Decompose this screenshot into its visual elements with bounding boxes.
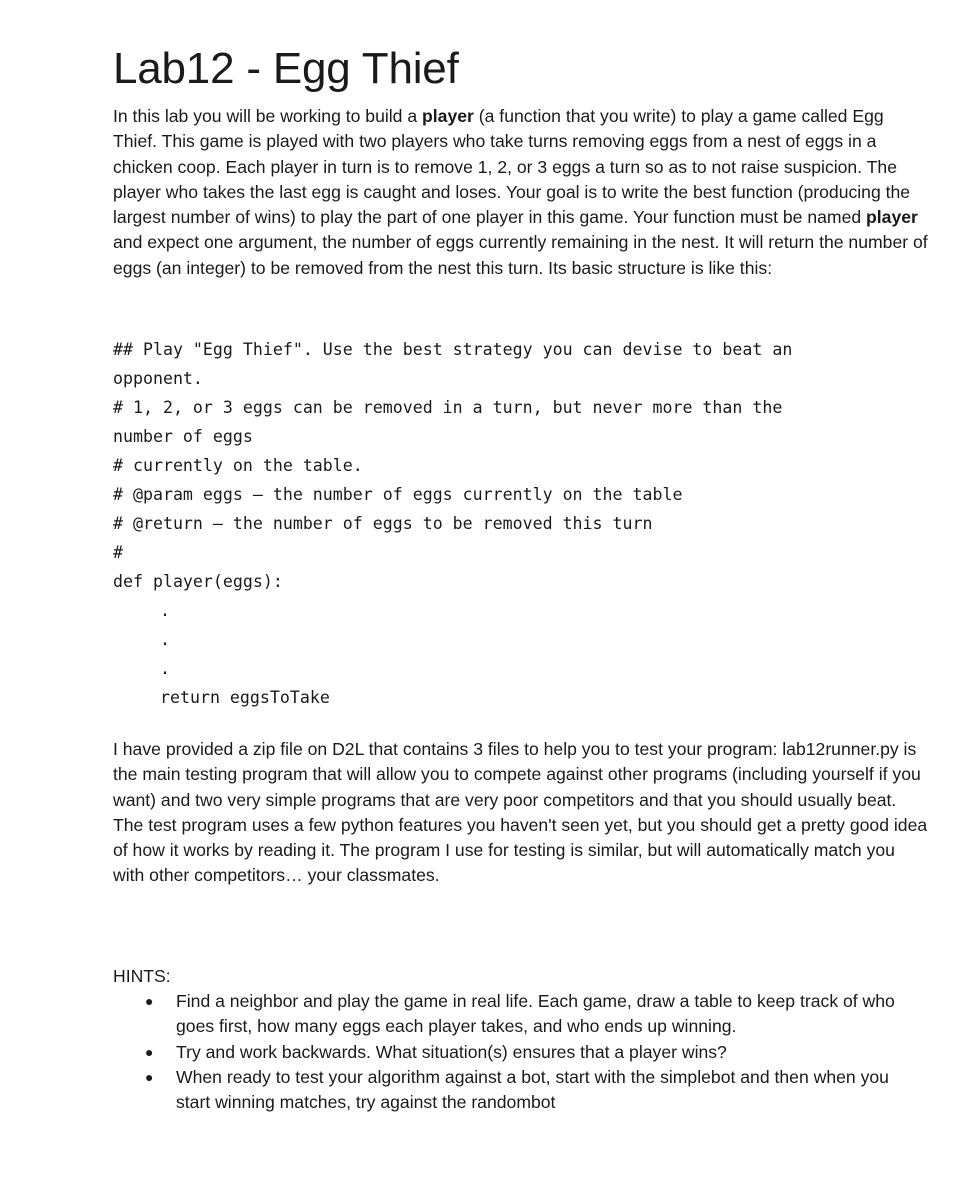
- code-line: ## Play "Egg Thief". Use the best strategy you can devise to beat an: [113, 340, 793, 359]
- code-line: # @param eggs – the number of eggs currently on the table: [113, 485, 683, 504]
- hints-list: [113, 989, 928, 1115]
- hint-text: When ready to test your algorithm against a bot, start with the simplebot and then when you start winning matches, try against the randombot: [176, 1066, 889, 1113]
- code-line: return eggsToTake: [160, 688, 330, 707]
- code-line: # currently on the table.: [113, 456, 363, 475]
- hint-text: Find a neighbor and play the game in real life. Each game, draw a table to keep track of who goes first, how many eggs each player takes, and who ends up winning.: [176, 991, 895, 1037]
- intro-text-1: In this lab you will be working to build a: [113, 106, 423, 126]
- intro-paragraph: [113, 104, 928, 281]
- list-item: [113, 1065, 928, 1116]
- list-item: [113, 989, 928, 1040]
- testing-paragraph: I have provided a zip file on D2L that contains 3 files to help you to test your program: lab12runner.py is the main testing program that will allow you to compete against other programs (including yourself if you want) and two very simple programs that are very poor competitors and that you should usually beat. The test program uses a few python features you haven't seen yet, but you should get a pretty good idea of how it works by reading it. The program I use for testing is similar, but will automatically match you with other competitors… your classmates.: [113, 739, 928, 886]
- page-title: Lab12 - Egg Thief: [113, 44, 459, 93]
- intro-bold-player-2: player: [866, 207, 918, 228]
- bullet-icon: ●: [145, 1068, 154, 1085]
- code-line: .: [160, 659, 170, 678]
- code-line: .: [160, 601, 170, 620]
- hint-text: Try and work backwards. What situation(s) ensures that a player wins?: [176, 1041, 727, 1062]
- code-line: opponent.: [113, 369, 203, 388]
- code-line: # @return – the number of eggs to be removed this turn: [113, 514, 653, 533]
- code-line: #: [113, 543, 123, 562]
- intro-text-3: and expect one argument, the number of eggs currently remaining in the nest. It will return the number of eggs (an integer) to be removed from the nest this turn. Its basic structure is like this:: [113, 232, 928, 278]
- code-line: number of eggs: [113, 427, 253, 446]
- intro-text-2: (a function that you write) to play a game called Egg Thief. This game is played with two players who take turns removing eggs from a nest of eggs in a chicken coop. Each player in turn is to remove 1, 2, or 3 eggs a turn so as to not raise suspicion. The player who takes the last egg is caught and loses. Your goal is to write the best function (producing the largest number of wins) to play the part of one player in this game. Your function must be named: [113, 106, 911, 228]
- bullet-icon: ●: [145, 1043, 154, 1060]
- hints-heading: HINTS:: [113, 966, 171, 986]
- code-block: [113, 335, 928, 712]
- code-line: # 1, 2, or 3 eggs can be removed in a turn, but never more than the: [113, 398, 783, 417]
- list-item: [113, 1040, 928, 1065]
- code-line: def player(eggs):: [113, 572, 283, 591]
- code-line: .: [160, 630, 170, 649]
- intro-bold-player-1: player: [422, 106, 474, 126]
- bullet-icon: ●: [145, 993, 154, 1009]
